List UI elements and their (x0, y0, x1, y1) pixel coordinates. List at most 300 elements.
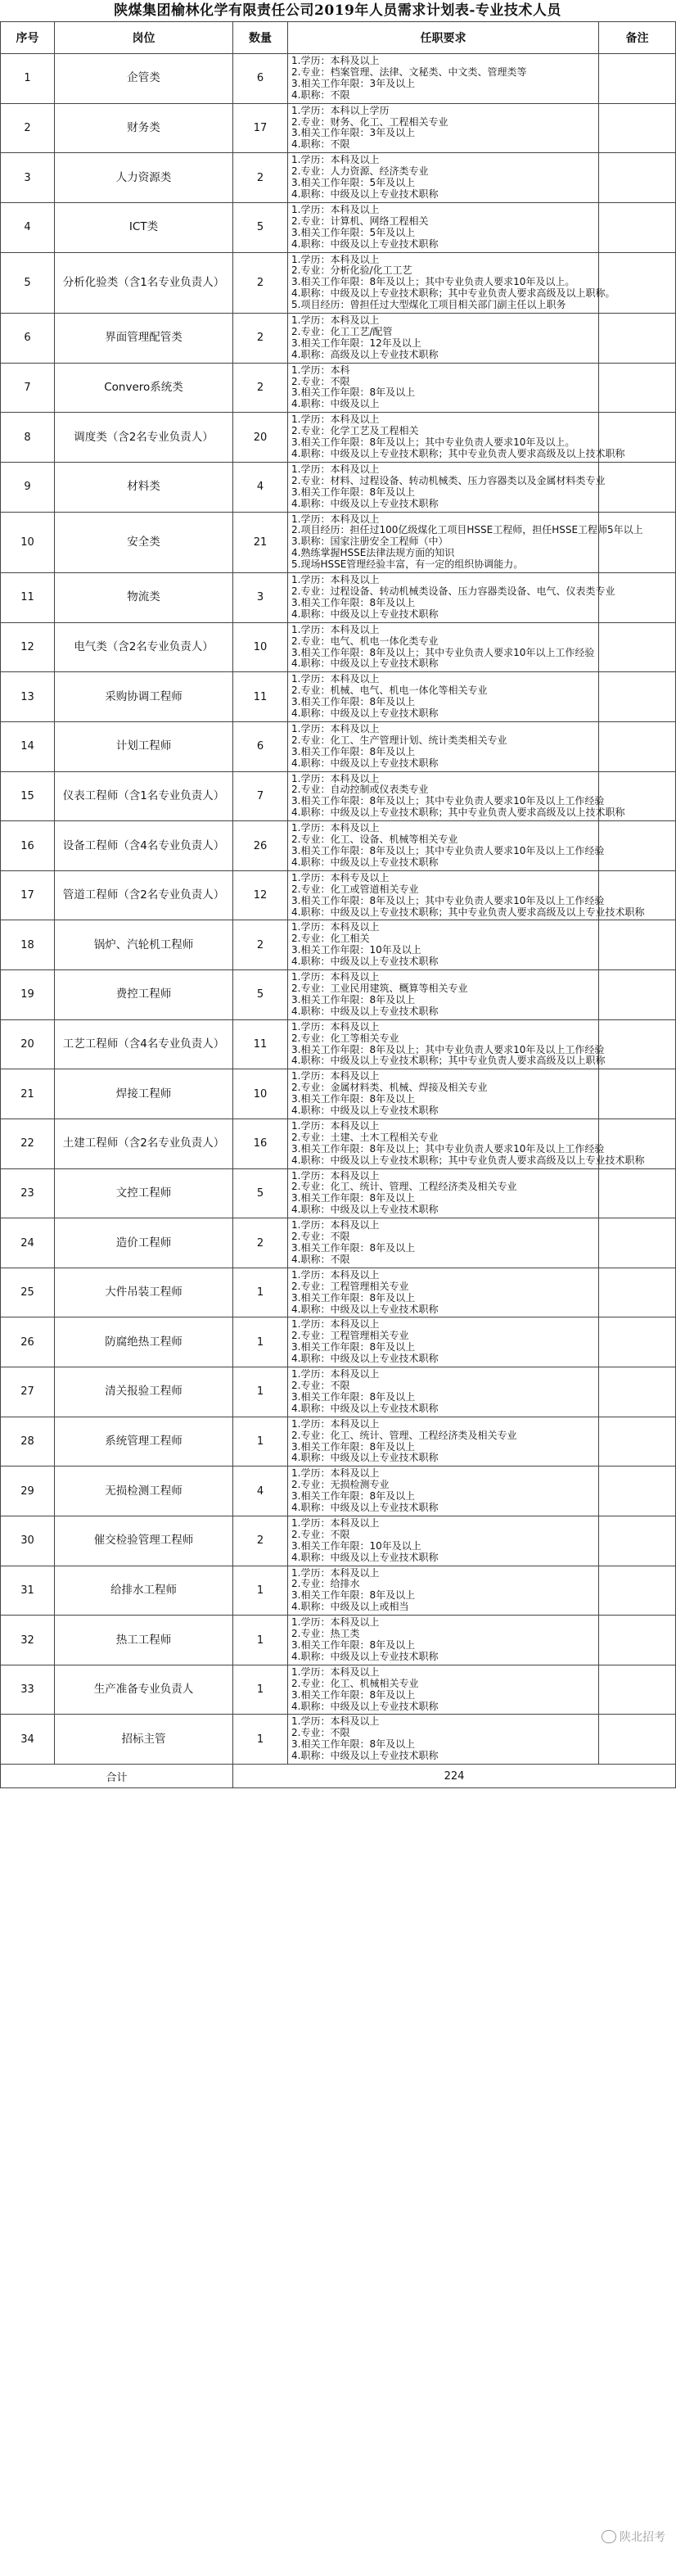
row-post: 无损检测工程师 (55, 1467, 233, 1516)
table-row (1, 1516, 676, 1566)
row-count: 2 (233, 920, 288, 970)
requirement-line: 2.专业：计算机、网络工程相关 (291, 215, 429, 227)
requirement-line: 2.专业：过程设备、转动机械类设备、压力容器类设备、电气、仪表类专业 (291, 585, 615, 597)
requirement-line: 2.专业：化工相关 (291, 933, 370, 945)
requirement-line: 3.相关工作年限：8年及以上 (291, 1093, 416, 1105)
requirement-line: 4.职称：中级及以上专业技术职称 (291, 1303, 439, 1315)
row-requirements (288, 1566, 599, 1616)
row-requirements (288, 1467, 599, 1516)
row-seq: 13 (1, 672, 55, 722)
requirement-line: 1.学历：本科及以上 (291, 1070, 380, 1082)
row-seq: 18 (1, 920, 55, 970)
row-post: 系统管理工程师 (55, 1417, 233, 1467)
row-seq: 17 (1, 870, 55, 920)
requirement-line: 1.学历：本科及以上 (291, 463, 380, 475)
requirement-line: 4.职称：中级及以上专业技术职称 (291, 1551, 439, 1563)
requirement-line: 4.职称：中级及以上专业技术职称 (291, 1650, 439, 1662)
row-requirements (288, 512, 643, 573)
row-requirements (288, 721, 599, 771)
requirement-line: 3.相关工作年限：8年及以上 (291, 1341, 416, 1354)
requirement-line: 4.职称：中级及以上专业技术职称 (291, 956, 439, 968)
row-remarks (599, 1218, 676, 1268)
requirement-line: 2.专业：分析化验/化工工艺 (291, 264, 412, 277)
requirement-line: 1.学历：本科及以上 (291, 314, 380, 327)
row-remarks (599, 252, 676, 314)
row-remarks (599, 721, 676, 771)
row-post: 费控工程师 (55, 970, 233, 1020)
requirement-line: 2.专业：不限 (291, 1528, 350, 1540)
row-seq: 21 (1, 1069, 55, 1119)
row-remarks (599, 314, 676, 364)
row-count: 5 (233, 1168, 288, 1218)
requirement-line: 2.专业：化工、设备、机械等相关专业 (291, 834, 458, 846)
row-count: 10 (233, 622, 288, 672)
requirement-line: 4.职称：中级及以上专业技术职称 (291, 1005, 439, 1017)
requirement-line: 1.学历：本科及以上 (291, 1368, 380, 1381)
requirement-line: 3.相关工作年限：8年及以上 (291, 1390, 416, 1403)
table-row (1, 314, 676, 364)
row-requirements (288, 1616, 599, 1665)
requirement-line: 4.职称：中级及以上专业技术职称 (291, 856, 439, 868)
row-count: 6 (233, 721, 288, 771)
row-post: 生产准备专业负责人 (55, 1665, 233, 1715)
row-seq: 20 (1, 1019, 55, 1069)
row-count: 2 (233, 1516, 288, 1566)
row-post: 企管类 (55, 54, 233, 104)
row-count: 26 (233, 821, 288, 871)
row-remarks (599, 920, 676, 970)
row-count: 16 (233, 1119, 288, 1168)
row-post: 管道工程师（含2名专业负责人） (55, 870, 233, 920)
row-requirements (288, 103, 599, 153)
row-remarks (599, 54, 676, 104)
requirement-line: 2.专业：土建、土木工程相关专业 (291, 1131, 439, 1143)
row-count: 1 (233, 1715, 288, 1765)
requirement-line: 1.学历：本科及以上 (291, 513, 380, 525)
requirement-line: 4.职称：不限 (291, 138, 350, 151)
row-remarks (599, 1069, 676, 1119)
requirement-line: 1.学历：本科及以上 (291, 1417, 380, 1430)
row-remarks (599, 1566, 676, 1616)
requirement-line: 4.职称：中级及以上专业技术职称；其中专业负责人要求高级及以上职称 (291, 1055, 606, 1067)
row-requirements (288, 821, 605, 871)
requirement-line: 4.职称：中级及以上专业技术职称 (291, 237, 439, 250)
requirement-line: 3.相关工作年限：8年及以上 (291, 1440, 416, 1453)
row-requirements (288, 1069, 599, 1119)
requirement-line: 2.专业：电气、机电一体化类专业 (291, 635, 439, 647)
requirement-line: 4.职称：不限 (291, 88, 350, 101)
row-remarks (599, 1715, 676, 1765)
row-seq: 8 (1, 413, 55, 463)
requirement-line: 1.学历：本科及以上 (291, 1169, 380, 1182)
requirement-line: 4.职称：高级及以上专业技术职称 (291, 348, 439, 360)
requirement-line: 1.学历：本科专及以上 (291, 871, 390, 884)
requirement-line: 4.职称：中级及以上专业技术职称；其中专业负责人要求高级及以上技术职称 (291, 448, 625, 459)
row-requirements (288, 870, 645, 920)
row-count: 6 (233, 54, 288, 104)
requirement-line: 3.相关工作年限：8年及以上 (291, 1738, 416, 1751)
requirement-line: 4.职称：中级及以上专业技术职称 (291, 497, 439, 509)
requirement-line: 3.相关工作年限：8年及以上 (291, 596, 416, 608)
row-remarks (599, 1317, 676, 1367)
requirement-line: 2.专业：材料、过程设备、转动机械类、压力容器类以及金属材料类专业 (291, 474, 606, 486)
requirement-line: 3.相关工作年限：8年及以上 (291, 993, 416, 1006)
row-seq: 15 (1, 771, 55, 821)
row-seq: 4 (1, 202, 55, 252)
requirement-line: 2.专业：不限 (291, 1727, 350, 1739)
row-count: 11 (233, 1019, 288, 1069)
row-remarks (599, 1268, 676, 1317)
row-post: 界面管理配管类 (55, 314, 233, 364)
requirement-line: 3.相关工作年限：8年及以上；其中专业负责人要求10年及以上工作经验 (291, 845, 605, 856)
row-remarks (599, 1417, 676, 1467)
row-seq: 16 (1, 821, 55, 871)
requirement-line: 2.专业：机械、电气、机电一体化等相关专业 (291, 685, 488, 697)
requirement-line: 1.学历：本科及以上 (291, 1020, 380, 1033)
row-requirements (288, 1367, 599, 1417)
requirement-line: 2.专业：档案管理、法律、文秘类、中文类、管理类等 (291, 66, 527, 78)
total-count: 224 (233, 1765, 676, 1788)
row-seq: 31 (1, 1566, 55, 1616)
row-post: 给排水工程师 (55, 1566, 233, 1616)
requirement-line: 3.相关工作年限：8年及以上 (291, 1589, 416, 1602)
requirement-line: 2.专业：人力资源、经济类专业 (291, 165, 429, 178)
table-header-row (1, 22, 676, 54)
row-post: 工艺工程师（含4名专业负责人） (55, 1019, 233, 1069)
row-remarks (599, 1665, 676, 1715)
requirement-line: 4.职称：中级及以上专业技术职称 (291, 1204, 439, 1216)
watermark (602, 2529, 665, 2545)
requirement-line: 4.职称：中级及以上专业技术职称 (291, 757, 439, 769)
row-post: 造价工程师 (55, 1218, 233, 1268)
requirement-line: 1.学历：本科及以上 (291, 1516, 380, 1529)
row-requirements (288, 413, 625, 463)
header-remarks: 备注 (599, 22, 676, 54)
requirement-line: 1.学历：本科及以上 (291, 921, 380, 933)
row-requirements (288, 54, 599, 104)
row-requirements (288, 202, 599, 252)
requirement-line: 2.专业：化工、统计、管理、工程经济类及相关专业 (291, 1181, 517, 1193)
row-count: 1 (233, 1317, 288, 1367)
table-row (1, 1268, 676, 1317)
row-remarks (599, 512, 676, 573)
row-seq: 23 (1, 1168, 55, 1218)
requirement-line: 1.学历：本科及以上 (291, 673, 380, 685)
requirement-line: 1.学历：本科及以上 (291, 1715, 380, 1728)
requirement-line: 4.职称：中级及以上专业技术职称 (291, 1105, 439, 1117)
requirement-line: 2.专业：化工工艺/配管 (291, 325, 393, 337)
requirement-line: 2.专业：化工、统计、管理、工程经济类及相关专业 (291, 1429, 517, 1441)
requirement-line: 1.学历：本科 (291, 364, 350, 376)
table-row (1, 252, 676, 314)
requirement-line: 3.相关工作年限：5年及以上 (291, 226, 416, 238)
requirement-line: 1.学历：本科及以上 (291, 154, 380, 166)
row-remarks (599, 672, 676, 722)
table-row (1, 920, 676, 970)
requirement-line: 1.学历：本科及以上 (291, 1665, 380, 1678)
row-count: 2 (233, 252, 288, 314)
row-seq: 24 (1, 1218, 55, 1268)
row-remarks (599, 1616, 676, 1665)
requirement-line: 2.专业：化工或管道相关专业 (291, 883, 419, 895)
requirement-line: 2.专业：热工类 (291, 1628, 360, 1640)
requirement-line: 3.相关工作年限：8年及以上 (291, 1192, 416, 1204)
requirement-line: 3.相关工作年限：8年及以上 (291, 1291, 416, 1304)
requirement-line: 1.学历：本科及以上 (291, 1467, 380, 1480)
header-count: 数量 (233, 22, 288, 54)
table-row (1, 413, 676, 463)
row-requirements (288, 1019, 606, 1069)
row-requirements (288, 1317, 599, 1367)
row-count: 21 (233, 512, 288, 573)
row-post: 大件吊装工程师 (55, 1268, 233, 1317)
requirement-line: 1.学历：本科及以上 (291, 55, 380, 66)
watermark-text: 陕北招考 (620, 2531, 665, 2544)
requirement-line: 2.项目经历：担任过100亿级煤化工项目HSSE工程师，担任HSSE工程师5年以上 (291, 524, 643, 536)
row-requirements (288, 920, 599, 970)
requirement-line: 2.专业：财务、化工、工程相关专业 (291, 115, 448, 128)
row-requirements (288, 153, 599, 203)
requirement-line: 4.职称：中级及以上专业技术职称 (291, 707, 439, 720)
requirement-line: 1.学历：本科及以上 (291, 574, 380, 586)
row-requirements (288, 1516, 599, 1566)
requirement-line: 2.专业：不限 (291, 1231, 350, 1243)
row-seq: 2 (1, 103, 55, 153)
requirements-table (0, 21, 676, 1788)
requirement-line: 3.职称：国家注册安全工程师（中） (291, 536, 448, 548)
requirement-line: 1.学历：本科及以上 (291, 414, 380, 426)
requirement-line: 1.学历：本科及以上 (291, 203, 380, 215)
requirement-line: 1.学历：本科及以上 (291, 1566, 380, 1579)
table-row (1, 1119, 676, 1168)
table-row (1, 622, 676, 672)
requirement-line: 2.专业：无损检测专业 (291, 1479, 390, 1491)
row-seq: 3 (1, 153, 55, 203)
row-requirements (288, 314, 599, 364)
row-remarks (599, 573, 676, 623)
table-row (1, 54, 676, 104)
row-seq: 34 (1, 1715, 55, 1765)
row-post: 锅炉、汽轮机工程师 (55, 920, 233, 970)
row-requirements (288, 771, 625, 821)
requirement-line: 3.相关工作年限：8年及以上；其中专业负责人要求10年及以上工作经验 (291, 795, 605, 807)
requirement-line: 3.相关工作年限：8年及以上 (291, 1639, 416, 1651)
requirement-line: 1.学历：本科及以上 (291, 253, 380, 265)
row-seq: 11 (1, 573, 55, 623)
row-seq: 1 (1, 54, 55, 104)
row-remarks (599, 153, 676, 203)
requirement-line: 1.学历：本科及以上 (291, 1119, 380, 1132)
requirement-line: 2.专业：工业民用建筑、概算等相关专业 (291, 982, 468, 994)
requirement-line: 2.专业：不限 (291, 1379, 350, 1391)
row-seq: 33 (1, 1665, 55, 1715)
row-count: 1 (233, 1665, 288, 1715)
row-remarks (599, 462, 676, 512)
requirement-line: 1.学历：本科及以上 (291, 722, 380, 734)
row-count: 12 (233, 870, 288, 920)
requirement-line: 4.职称：中级及以上专业技术职称 (291, 1700, 439, 1712)
row-remarks (599, 202, 676, 252)
row-remarks (599, 1019, 676, 1069)
row-seq: 6 (1, 314, 55, 364)
row-seq: 30 (1, 1516, 55, 1566)
table-row (1, 970, 676, 1020)
row-remarks (599, 103, 676, 153)
table-row (1, 1616, 676, 1665)
requirement-line: 3.相关工作年限：10年及以上 (291, 944, 421, 956)
row-post: 清关报验工程师 (55, 1367, 233, 1417)
table-row (1, 1367, 676, 1417)
row-seq: 26 (1, 1317, 55, 1367)
requirement-line: 1.学历：本科及以上 (291, 1268, 380, 1281)
row-post: 人力资源类 (55, 153, 233, 203)
row-post: ICT类 (55, 202, 233, 252)
requirement-line: 3.相关工作年限：8年及以上 (291, 486, 416, 498)
requirement-line: 3.相关工作年限：10年及以上 (291, 1539, 421, 1552)
table-row (1, 672, 676, 722)
row-seq: 29 (1, 1467, 55, 1516)
requirement-line: 4.职称：中级及以上专业技术职称；其中专业负责人要求高级及以上职称。 (291, 287, 615, 300)
requirement-line: 3.相关工作年限：3年及以上 (291, 127, 416, 139)
requirement-line: 3.相关工作年限：12年及以上 (291, 337, 421, 349)
requirement-line: 4.职称：中级及以上专业技术职称 (291, 1402, 439, 1414)
row-requirements (288, 622, 599, 672)
requirement-line: 3.相关工作年限：8年及以上；其中专业负责人要求10年及以上工作经验 (291, 1043, 605, 1055)
row-seq: 25 (1, 1268, 55, 1317)
row-post: 计划工程师 (55, 721, 233, 771)
table-row (1, 1218, 676, 1268)
row-count: 11 (233, 672, 288, 722)
row-count: 2 (233, 153, 288, 203)
total-label: 合计 (1, 1765, 233, 1788)
header-seq: 序号 (1, 22, 55, 54)
row-count: 5 (233, 970, 288, 1020)
table-row (1, 1715, 676, 1765)
row-requirements (288, 672, 599, 722)
row-count: 1 (233, 1616, 288, 1665)
requirement-line: 4.职称：中级及以上专业技术职称 (291, 1452, 439, 1464)
row-remarks (599, 821, 676, 871)
requirement-line: 1.学历：本科及以上 (291, 971, 380, 983)
requirement-line: 4.职称：中级及以上专业技术职称 (291, 1750, 439, 1762)
row-requirements (288, 363, 599, 413)
row-count: 17 (233, 103, 288, 153)
requirement-line: 2.专业：化学工艺及工程相关 (291, 425, 419, 437)
table-row (1, 103, 676, 153)
requirement-line: 2.专业：金属材料类、机械、焊接及相关专业 (291, 1082, 488, 1094)
wechat-icon (602, 2530, 616, 2543)
row-seq: 9 (1, 462, 55, 512)
requirement-line: 1.学历：本科及以上 (291, 623, 380, 635)
row-count: 1 (233, 1566, 288, 1616)
requirement-line: 3.相关工作年限：8年及以上 (291, 1242, 416, 1254)
row-requirements (288, 462, 606, 512)
row-requirements (288, 1268, 599, 1317)
row-post: 仪表工程师（含1名专业负责人） (55, 771, 233, 821)
requirement-line: 4.职称：中级及以上专业技术职称；其中专业负责人要求高级及以上技术职称 (291, 807, 625, 819)
table-row (1, 870, 676, 920)
row-post: 调度类（含2名专业负责人） (55, 413, 233, 463)
row-requirements (288, 1715, 599, 1765)
row-post: 物流类 (55, 573, 233, 623)
requirement-line: 4.职称：不限 (291, 1253, 350, 1265)
row-remarks (599, 970, 676, 1020)
row-requirements (288, 970, 599, 1020)
row-count: 5 (233, 202, 288, 252)
table-row (1, 1417, 676, 1467)
header-requirements: 任职要求 (288, 22, 599, 54)
requirement-line: 2.专业：自动控制或仪表类专业 (291, 784, 429, 796)
requirement-line: 2.专业：工程管理相关专业 (291, 1280, 409, 1292)
table-row (1, 821, 676, 871)
row-remarks (599, 1467, 676, 1516)
row-post: 采购协调工程师 (55, 672, 233, 722)
row-count: 4 (233, 1467, 288, 1516)
row-count: 10 (233, 1069, 288, 1119)
requirement-line: 3.相关工作年限：8年及以上；其中专业负责人要求10年以上工作经验 (291, 646, 595, 658)
requirement-line: 1.学历：本科以上学历 (291, 104, 390, 116)
table-row (1, 573, 676, 623)
table-row (1, 202, 676, 252)
row-post: 电气类（含2名专业负责人） (55, 622, 233, 672)
row-requirements (288, 1218, 599, 1268)
requirement-line: 3.相关工作年限：3年及以上 (291, 77, 416, 89)
requirement-line: 4.熟练掌握HSSE法律法规方面的知识 (291, 547, 455, 559)
table-row (1, 363, 676, 413)
requirement-line: 3.相关工作年限：8年及以上；其中专业负责人要求10年及以上工作经验 (291, 1142, 605, 1155)
row-requirements (288, 1119, 645, 1168)
table-row (1, 462, 676, 512)
row-remarks (599, 363, 676, 413)
requirement-line: 3.相关工作年限：8年及以上；其中专业负责人要求10年及以上。 (291, 276, 575, 288)
total-row (1, 1765, 676, 1788)
requirement-line: 3.相关工作年限：8年及以上 (291, 1490, 416, 1503)
requirement-line: 2.专业：化工等相关专业 (291, 1032, 399, 1044)
requirement-line: 4.职称：中级及以上或相当 (291, 1601, 409, 1613)
row-count: 2 (233, 1218, 288, 1268)
row-post: 催交检验管理工程师 (55, 1516, 233, 1566)
row-requirements (288, 1417, 599, 1467)
row-remarks (599, 1367, 676, 1417)
row-count: 1 (233, 1367, 288, 1417)
requirement-line: 1.学历：本科及以上 (291, 772, 380, 784)
row-post: 文控工程师 (55, 1168, 233, 1218)
requirement-line: 3.相关工作年限：8年及以上 (291, 1688, 416, 1701)
row-seq: 32 (1, 1616, 55, 1665)
requirement-line: 4.职称：中级及以上专业技术职称；其中专业负责人要求高级及以上专业技术职称 (291, 906, 645, 918)
table-row (1, 1019, 676, 1069)
requirement-line: 3.相关工作年限：8年及以上 (291, 745, 416, 757)
row-seq: 12 (1, 622, 55, 672)
requirement-line: 4.职称：中级及以上专业技术职称；其中专业负责人要求高级及以上专业技术职称 (291, 1154, 645, 1166)
row-seq: 19 (1, 970, 55, 1020)
row-post: 设备工程师（含4名专业负责人） (55, 821, 233, 871)
requirement-line: 3.相关工作年限：8年及以上；其中专业负责人要求10年及以上。 (291, 436, 575, 449)
row-post: 招标主管 (55, 1715, 233, 1765)
row-remarks (599, 1168, 676, 1218)
table-row (1, 1665, 676, 1715)
table-row (1, 1168, 676, 1218)
requirement-line: 4.职称：中级及以上专业技术职称 (291, 1502, 439, 1514)
requirement-line: 1.学历：本科及以上 (291, 1318, 380, 1331)
row-post: 热工工程师 (55, 1616, 233, 1665)
requirement-line: 4.职称：中级及以上专业技术职称 (291, 608, 439, 620)
row-post: 分析化验类（含1名专业负责人） (55, 252, 233, 314)
row-post: 材料类 (55, 462, 233, 512)
table-row (1, 721, 676, 771)
requirement-line: 3.相关工作年限：8年及以上 (291, 386, 416, 399)
row-post: 财务类 (55, 103, 233, 153)
